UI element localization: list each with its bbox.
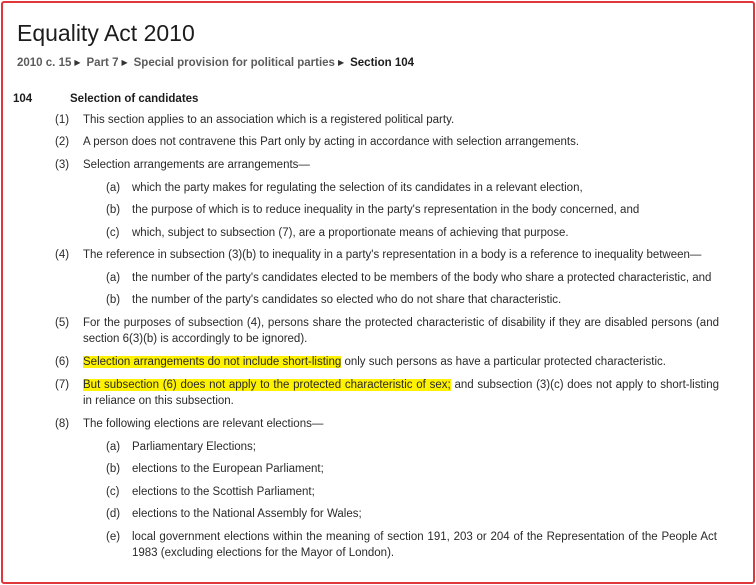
- paragraph-text: the purpose of which is to reduce inequality in the party's representation in the body concerned, and: [132, 204, 640, 216]
- section-number: 104: [13, 93, 33, 105]
- subsection-text: The reference in subsection (3)(b) to inequality in a party's representation in a body is a reference to inequality between—: [83, 249, 702, 261]
- breadcrumb: [17, 56, 414, 70]
- paragraph-letter: (a): [106, 272, 121, 284]
- subsection-number: (6): [55, 356, 70, 368]
- paragraph-letter: (b): [106, 463, 121, 475]
- paragraph-text: which, subject to subsection (7), are a proportionate means of achieving that purpose.: [132, 227, 569, 239]
- plain-text: only such persons as have a particular protected characteristic.: [341, 356, 666, 368]
- breadcrumb-arrow-icon: ▶: [337, 58, 345, 67]
- paragraph-text: elections to the Scottish Parliament;: [132, 486, 315, 498]
- paragraph-text: the number of the party's candidates so elected who do not share that characteristic.: [132, 294, 562, 306]
- subsection-text: Selection arrangements are arrangements—: [83, 159, 310, 171]
- breadcrumb-item-part[interactable]: Part 7: [86, 57, 119, 69]
- breadcrumb-item-act[interactable]: 2010 c. 15: [17, 57, 72, 69]
- paragraph-letter: (d): [106, 508, 121, 520]
- paragraph-letter: (a): [106, 441, 121, 453]
- subsection-text: For the purposes of subsection (4), persons share the protected characteristic of disability if they are disabled persons (and section 6(3)(b) is accordingly to be ignored).: [83, 317, 719, 345]
- subsection-number: (4): [55, 249, 70, 261]
- subsection-number: (7): [55, 379, 70, 391]
- paragraph-text: elections to the European Parliament;: [132, 463, 324, 475]
- section-heading: Selection of candidates: [70, 93, 199, 105]
- plain-text: and subsection (3)(c) does not apply to short-listing in reliance on this subsection.: [83, 379, 720, 407]
- paragraph-text: elections to the National Assembly for Wales;: [132, 508, 362, 520]
- highlighted-text: But subsection (6) does not apply to the protected characteristic of sex;: [83, 379, 451, 391]
- subsection-number: (8): [55, 418, 70, 430]
- paragraph-text: local government elections within the meaning of section 191, 203 or 204 of the Representation of the People Act 1983 (excluding elections for the Mayor of London).: [132, 531, 717, 559]
- subsection-number: (5): [55, 317, 70, 329]
- paragraph-text: the number of the party's candidates elected to be members of the body who share a protected characteristic, and: [132, 272, 712, 284]
- subsection-number: (1): [55, 114, 70, 126]
- subsection-text: [83, 354, 719, 370]
- highlighted-text: Selection arrangements do not include short-listing: [83, 356, 342, 368]
- breadcrumb-item-heading[interactable]: Special provision for political parties: [133, 57, 335, 69]
- paragraph-letter: (c): [106, 227, 120, 239]
- subsection-number: (3): [55, 159, 70, 171]
- subsection-text: [83, 377, 719, 409]
- subsection-text: A person does not contravene this Part only by acting in accordance with selection arrangements.: [83, 136, 580, 148]
- subsection-text: The following elections are relevant elections—: [83, 418, 324, 430]
- subsection-number: (2): [55, 136, 70, 148]
- page-title: Equality Act 2010: [17, 20, 195, 46]
- paragraph-letter: (b): [106, 204, 121, 216]
- paragraph-letter: (a): [106, 182, 121, 194]
- paragraph-text: Parliamentary Elections;: [132, 441, 256, 453]
- paragraph-letter: (b): [106, 294, 121, 306]
- breadcrumb-arrow-icon: ▶: [121, 58, 128, 67]
- subsection-text: This section applies to an association which is a registered political party.: [83, 114, 455, 126]
- breadcrumb-arrow-icon: ▶: [74, 58, 81, 67]
- paragraph-letter: (c): [106, 486, 120, 498]
- paragraph-letter: (e): [106, 531, 121, 543]
- breadcrumb-current: Section 104: [350, 57, 415, 69]
- paragraph-text: which the party makes for regulating the selection of its candidates in a relevant election,: [132, 182, 583, 194]
